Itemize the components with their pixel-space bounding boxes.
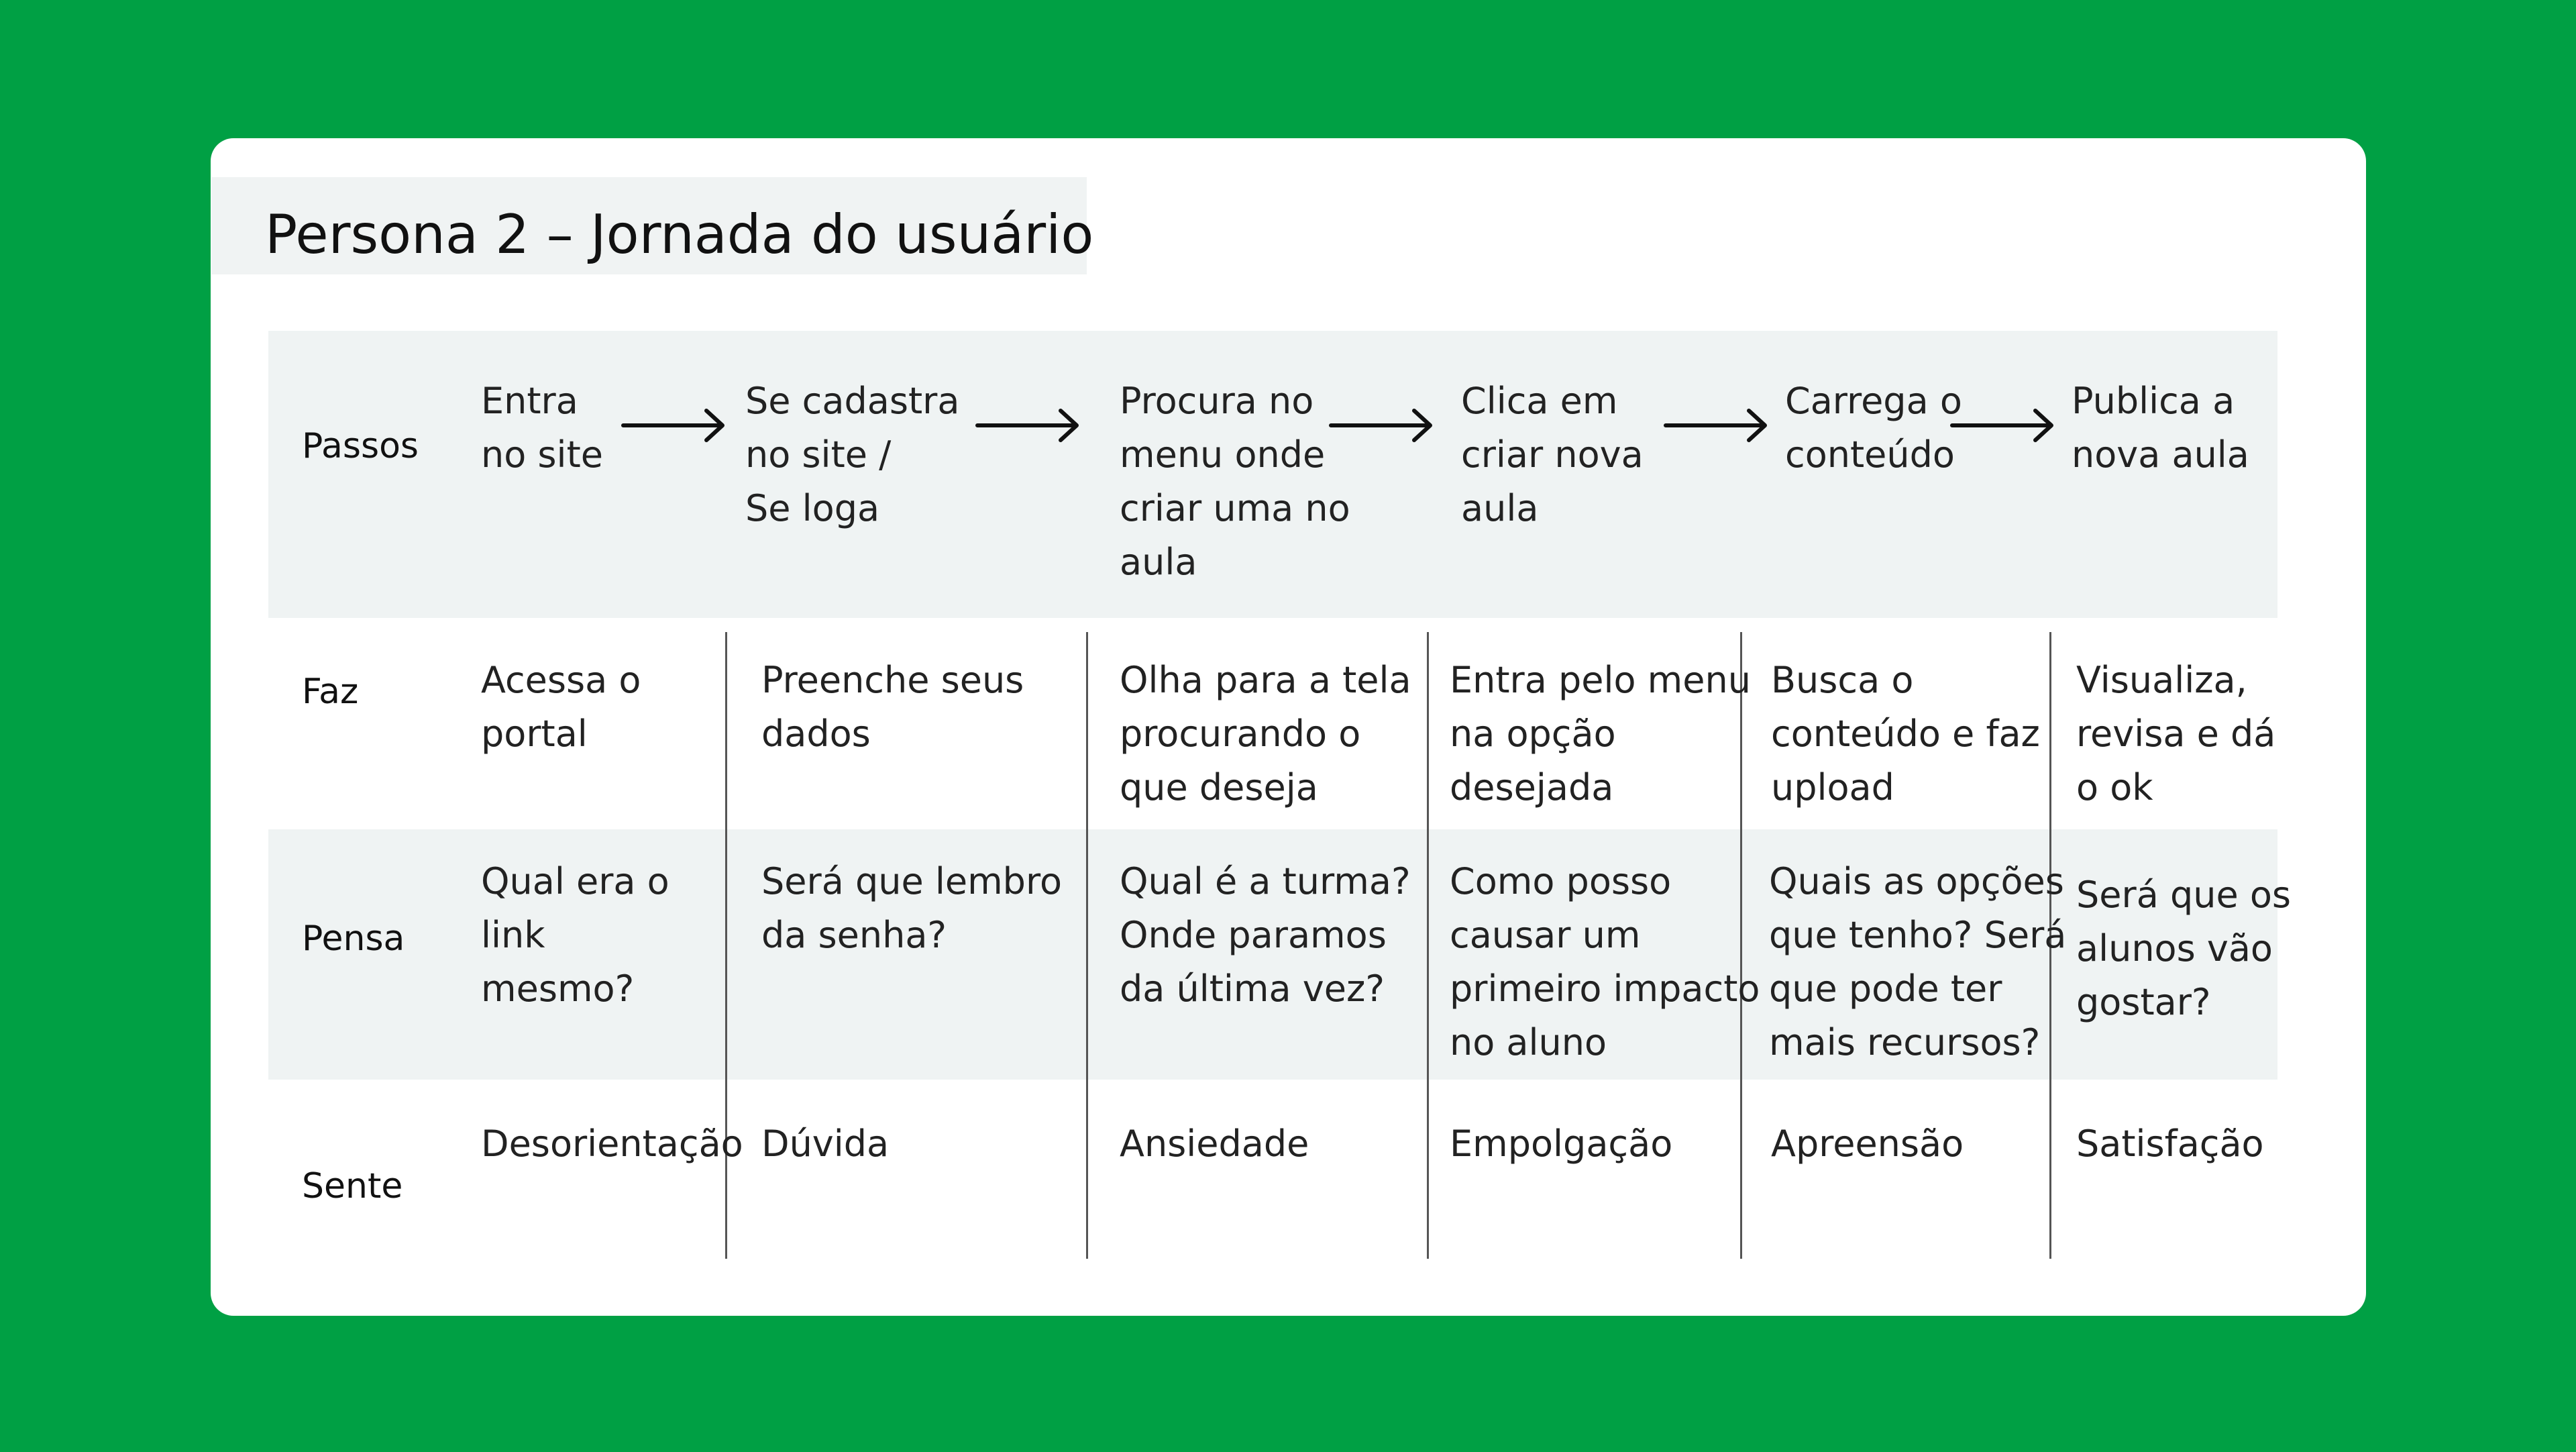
arrow-right-icon <box>975 405 1082 446</box>
step-sente: Ansiedade <box>1120 1123 1309 1165</box>
step-sente: Satisfação <box>2076 1123 2264 1165</box>
column-divider <box>1086 632 1088 1259</box>
step-faz: Acessa o portal <box>481 659 641 755</box>
row-label-sente: Sente <box>302 1166 403 1206</box>
step-faz: Entra pelo menu na opção desejada <box>1450 659 1751 809</box>
step-sente: Desorientação <box>481 1123 743 1165</box>
step-pensa: Qual é a turma? Onde paramos da última vez? <box>1120 860 1411 1010</box>
row-label-faz: Faz <box>302 672 359 712</box>
step-faz: Busca o conteúdo e faz upload <box>1771 659 2040 809</box>
step-faz: Preenche seus dados <box>761 659 1024 755</box>
page-title: Persona 2 – Jornada do usuário <box>265 203 1094 266</box>
step-pensa: Será que lembro da senha? <box>761 860 1063 956</box>
row-label-passos: Passos <box>302 426 419 466</box>
step-passo: Carrega o conteúdo <box>1785 380 1962 476</box>
step-passo: Se cadastra no site / Se loga <box>745 380 960 529</box>
step-passo: Clica em criar nova aula <box>1461 380 1644 529</box>
column-divider <box>1427 632 1429 1259</box>
step-passo: Publica a nova aula <box>2072 380 2249 476</box>
row-label-pensa: Pensa <box>302 919 405 959</box>
step-faz: Olha para a tela procurando o que deseja <box>1120 659 1411 809</box>
arrow-right-icon <box>1663 405 1770 446</box>
step-passo: Entra no site <box>481 380 603 476</box>
arrow-right-icon <box>621 405 728 446</box>
arrow-right-icon <box>1328 405 1436 446</box>
step-pensa: Como posso causar um primeiro impacto no aluno <box>1450 860 1760 1064</box>
step-pensa: Qual era o link mesmo? <box>481 860 669 1010</box>
step-pensa: Será que os alunos vão gostar? <box>2076 874 2292 1023</box>
step-pensa: Quais as opções que tenho? Será que pode ter mais recursos? <box>1769 860 2067 1064</box>
step-sente: Dúvida <box>761 1123 890 1165</box>
arrow-right-icon <box>1949 405 2057 446</box>
step-sente: Apreensão <box>1771 1123 1964 1165</box>
step-faz: Visualiza, revisa e dá o ok <box>2076 659 2276 809</box>
step-passo: Procura no menu onde criar uma no aula <box>1120 380 1350 583</box>
step-sente: Empolgação <box>1450 1123 1673 1165</box>
